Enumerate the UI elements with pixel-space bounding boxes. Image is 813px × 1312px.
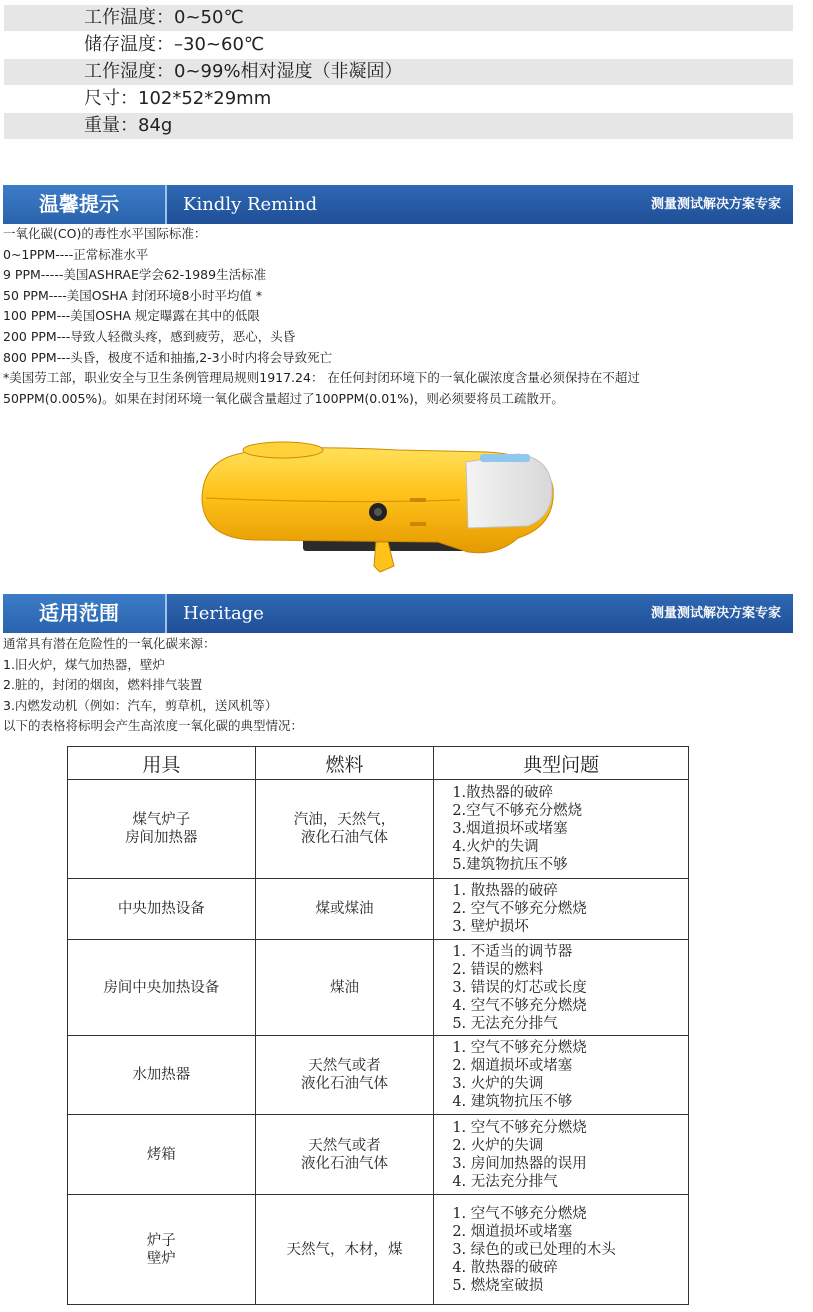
text-line: 50PPM(0.005%)。如果在封闭环境一氧化碳含量超过了100PPM(0.01%)，则必须要将员工疏散开。 — [3, 390, 564, 406]
cell-problems — [434, 940, 689, 1036]
spec-row: 工作温度：0~50℃ — [4, 5, 793, 31]
text-line: 通常具有潜在危险性的一氧化碳来源： — [3, 636, 216, 651]
cell-line: 天然气，木材，煤 — [286, 1241, 403, 1258]
cell-line: 5.建筑物抗压不够 — [452, 857, 568, 873]
cell-line: 壁炉 — [146, 1250, 176, 1267]
section-english-title: Heritage — [183, 603, 264, 624]
cell-appliance — [68, 879, 256, 940]
cell-line: 天然气或者 — [308, 1137, 381, 1154]
text-line: 2.脏的，封闭的烟囱，燃料排气装置 — [3, 677, 203, 693]
co-detector-image — [198, 440, 558, 575]
cell-appliance — [68, 1195, 256, 1305]
table-row — [68, 940, 689, 1036]
text-line: 以下的表格将标明会产生高浓度一氧化碳的典型情况： — [3, 718, 304, 734]
section-header-heritage — [3, 594, 793, 633]
section-tab-title: 适用范围 — [3, 594, 167, 633]
cell-appliance — [68, 940, 256, 1036]
cell-line: 1.散热器的破碎 — [452, 785, 554, 801]
spec-row: 储存温度：–30~60℃ — [84, 34, 265, 55]
cell-line: 2. 空气不够充分燃烧 — [452, 901, 587, 917]
cell-line: 2. 错误的燃料 — [452, 961, 544, 978]
cell-line: 房间加热器 — [125, 830, 198, 846]
cell-line: 水加热器 — [132, 1067, 191, 1083]
table-row — [68, 879, 689, 940]
cell-line: 2. 烟道损坏或堵塞 — [452, 1058, 573, 1074]
cell-line: 3. 火炉的失调 — [452, 1076, 544, 1092]
cell-line: 炉子 — [146, 1232, 176, 1249]
cell-line: 汽油，天然气， — [293, 812, 396, 828]
cell-line: 2.空气不够充分燃烧 — [452, 803, 583, 819]
cell-appliance — [68, 1115, 256, 1195]
text-line: 9 PPM-----美国ASHRAE学会62-1989生活标准 — [3, 267, 267, 283]
cell-line: 1. 空气不够充分燃烧 — [452, 1040, 587, 1056]
cell-line: 4. 建筑物抗压不够 — [452, 1094, 573, 1110]
spec-row: 尺寸：102*52*29mm — [84, 88, 272, 109]
cell-line: 煤气炉子 — [132, 812, 191, 828]
cell-line: 液化石油气体 — [300, 1076, 388, 1092]
table-row — [68, 1195, 689, 1305]
table-row — [68, 1115, 689, 1195]
column-header-problems: 典型问题 — [434, 747, 689, 780]
section-slogan: 测量测试解决方案专家 — [650, 606, 781, 621]
cell-line: 5. 无法充分排气 — [452, 1015, 558, 1032]
section-header-kindly-remind — [3, 185, 793, 224]
table-header-row — [68, 747, 689, 780]
cell-line: 2. 烟道损坏或堵塞 — [452, 1223, 573, 1240]
cell-line: 液化石油气体 — [300, 830, 388, 846]
cell-line: 烤箱 — [146, 1146, 176, 1163]
cell-fuel — [255, 879, 434, 940]
spec-row: 重量：84g — [4, 113, 793, 139]
cell-line: 房间中央加热设备 — [103, 979, 220, 996]
table-row — [68, 780, 689, 879]
text-line: *美国劳工部，职业安全与卫生条例管理局规则1917.24： 在任何封闭环境下的一氧化碳浓度含量必须保持在不超过 — [3, 370, 640, 386]
cell-line: 1. 不适当的调节器 — [452, 943, 573, 960]
column-header-fuel: 燃料 — [255, 747, 434, 780]
cell-line: 4. 散热器的破碎 — [452, 1259, 558, 1276]
cell-fuel — [255, 1195, 434, 1305]
cell-line: 3. 房间加热器的误用 — [452, 1155, 587, 1172]
text-line: 800 PPM---头昏，极度不适和抽搐,2-3小时内将会导致死亡 — [3, 349, 333, 365]
cell-line: 3.烟道损坏或堵塞 — [452, 821, 568, 837]
text-line: 100 PPM---美国OSHA 规定曝露在其中的低限 — [3, 308, 260, 324]
cell-fuel — [255, 940, 434, 1036]
cell-problems — [434, 1195, 689, 1305]
cell-fuel — [255, 1036, 434, 1115]
cell-line: 中央加热设备 — [117, 901, 205, 917]
text-line: 一氧化碳(CO)的毒性水平国际标准： — [3, 226, 207, 241]
section-tab-title: 温馨提示 — [3, 185, 167, 224]
cell-problems — [434, 780, 689, 879]
text-line: 200 PPM---导致人轻微头疼，感到疲劳，恶心，头昏 — [3, 328, 296, 344]
text-line: 1.旧火炉，煤气加热器，壁炉 — [3, 656, 165, 672]
cell-line: 3. 绿色的或已处理的木头 — [452, 1241, 616, 1258]
cell-line: 5. 燃烧室破损 — [452, 1277, 544, 1294]
cell-fuel — [255, 1115, 434, 1195]
text-line: 3.内燃发动机（例如：汽车，剪草机，送风机等） — [3, 697, 278, 713]
cell-line: 煤或煤油 — [315, 901, 374, 917]
cell-appliance — [68, 1036, 256, 1115]
cell-problems — [434, 1036, 689, 1115]
cell-line: 天然气或者 — [308, 1058, 381, 1074]
heritage-text-block — [3, 634, 303, 737]
cell-line: 3. 错误的灯芯或长度 — [452, 979, 587, 996]
cell-line: 1. 空气不够充分燃烧 — [452, 1119, 587, 1136]
table-row — [68, 1036, 689, 1115]
cell-line: 1. 空气不够充分燃烧 — [452, 1205, 587, 1222]
cell-line: 4. 空气不够充分燃烧 — [452, 997, 587, 1014]
cell-line: 煤油 — [329, 979, 359, 996]
cell-fuel — [255, 780, 434, 879]
column-header-appliance: 用具 — [68, 747, 256, 780]
cell-line: 液化石油气体 — [300, 1155, 388, 1172]
cell-problems — [434, 879, 689, 940]
remind-text-block — [3, 224, 640, 409]
text-line: 50 PPM----美国OSHA 封闭环境8小时平均值 * — [3, 287, 263, 303]
co-sources-table — [67, 746, 689, 1305]
spec-row: 工作湿度：0~99%相对湿度（非凝固） — [4, 59, 793, 85]
section-slogan: 测量测试解决方案专家 — [650, 197, 781, 212]
cell-problems — [434, 1115, 689, 1195]
section-english-title: Kindly Remind — [183, 194, 318, 215]
cell-appliance — [68, 780, 256, 879]
cell-line: 1. 散热器的破碎 — [452, 883, 558, 899]
text-line: 0~1PPM----正常标准水平 — [3, 246, 149, 262]
cell-line: 4.火炉的失调 — [452, 839, 539, 855]
cell-line: 3. 壁炉损坏 — [452, 919, 529, 935]
cell-line: 4. 无法充分排气 — [452, 1173, 558, 1190]
cell-line: 2. 火炉的失调 — [452, 1137, 544, 1154]
